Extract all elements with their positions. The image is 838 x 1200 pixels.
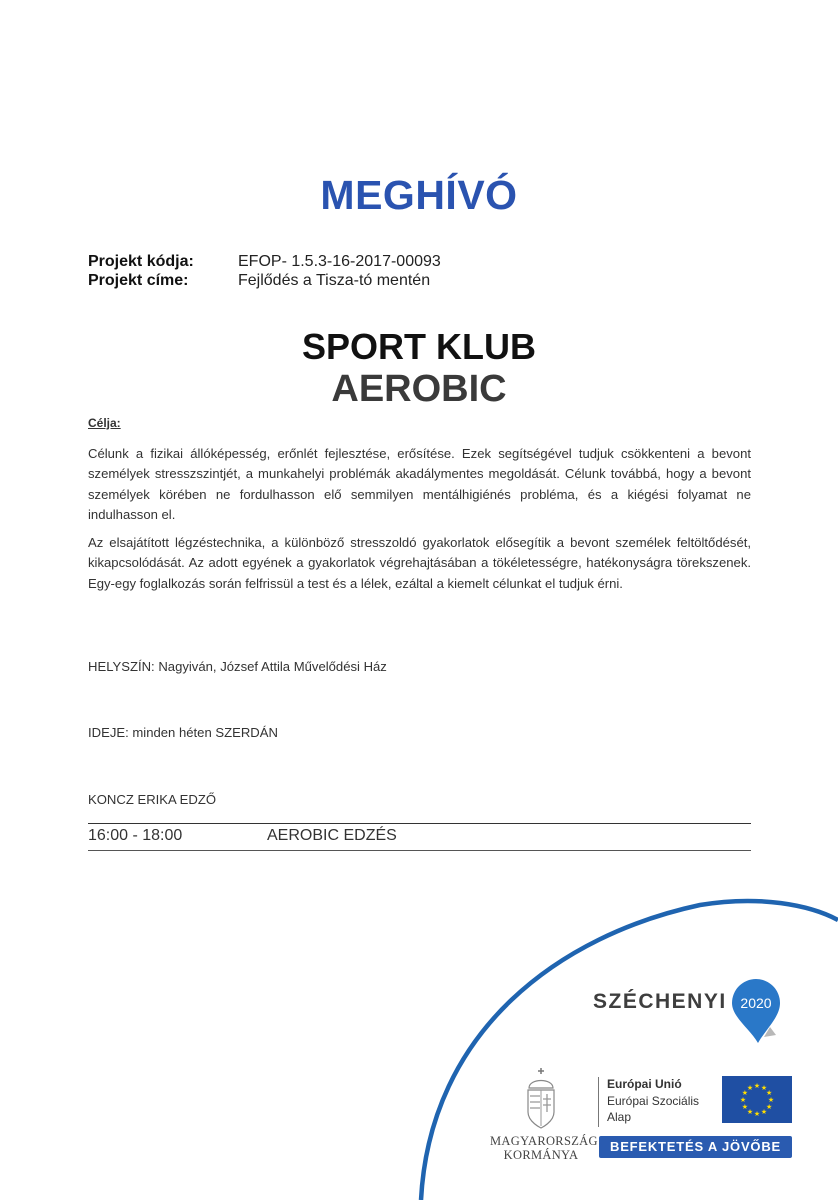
eu-fund-line1: Európai Szociális — [607, 1094, 700, 1108]
eu-star-icon: ★ — [765, 1090, 773, 1097]
location-text: HELYSZÍN: Nagyiván, József Attila Művelődési Ház — [88, 659, 387, 674]
eu-star-icon: ★ — [760, 1084, 768, 1092]
eu-star-icon: ★ — [760, 1109, 768, 1117]
project-name-label: Projekt címe: — [88, 272, 189, 289]
szechenyi-logo-text: SZÉCHENYI — [593, 990, 727, 1013]
goal-paragraph-2: Az elsajátított légzéstechnika, a különböző stresszoldó gyakorlatok elősegítik a bevont személek feltöltődését, kikapcsolódását. Az adott egyének a gyakorlatok végrehajtásában a tökéletességre, hatékonyságra törekszenek. Egy-egy foglalkozás során felfrissül a test és a lélek, ezáltal a kiemelt célunkat el tudjuk érni. — [88, 535, 751, 591]
club-title: SPORT KLUB — [302, 326, 536, 367]
eu-flag-icon — [722, 1076, 792, 1123]
eu-star-icon: ★ — [746, 1084, 754, 1092]
goal-heading: Célja: — [88, 416, 121, 430]
eu-star-icon: ★ — [746, 1109, 754, 1117]
project-code-value: EFOP- 1.5.3-16-2017-00093 — [238, 253, 441, 270]
eu-star-icon: ★ — [753, 1111, 761, 1118]
eu-title: Európai Unió — [607, 1077, 682, 1091]
logo-divider — [598, 1077, 599, 1127]
government-logo-line2: KORMÁNYA — [503, 1148, 579, 1162]
time-text: IDEJE: minden héten SZERDÁN — [88, 725, 278, 740]
eu-star-icon: ★ — [767, 1097, 775, 1104]
page-title: MEGHÍVÓ — [320, 172, 518, 218]
schedule-time: 16:00 - 18:00 — [88, 827, 183, 844]
eu-star-icon: ★ — [739, 1097, 747, 1104]
invest-banner: BEFEKTETÉS A JÖVŐBE — [599, 1136, 792, 1158]
club-subtitle: AEROBIC — [331, 368, 507, 410]
coach-text: KONCZ ERIKA EDZŐ — [88, 792, 217, 807]
hungarian-coat-of-arms-icon — [524, 1066, 558, 1130]
goal-paragraph-1: Célunk a fizikai állóképesség, erőnlét fejlesztése, erősítése. Ezek segítségével tudjuk csökkenteni a bevont személyek stresszszintjét, a munkahelyi problémák akadálymentes megoldását. Célunk továbbá, hogy a bevont személyek körében ne fordulhasson elő semmilyen mentálhigiénés probléma, és a kiégési folyamat ne indulhasson el. — [88, 446, 751, 522]
szechenyi-year: 2020 — [740, 995, 772, 1011]
government-logo-line1: MAGYARORSZÁG — [490, 1134, 598, 1148]
eu-fund-line2: Alap — [607, 1110, 632, 1124]
eu-star-icon: ★ — [765, 1104, 773, 1111]
eu-star-icon: ★ — [753, 1083, 761, 1090]
szechenyi-pin-icon — [730, 977, 786, 1045]
eu-star-icon: ★ — [741, 1090, 749, 1097]
project-name-value: Fejlődés a Tisza-tó mentén — [238, 272, 431, 289]
schedule-activity: AEROBIC EDZÉS — [267, 827, 397, 844]
project-code-label: Projekt kódja: — [88, 253, 194, 270]
eu-star-icon: ★ — [741, 1104, 749, 1111]
